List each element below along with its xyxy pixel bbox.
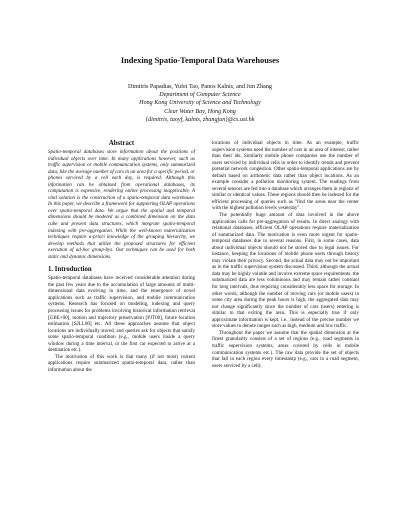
- right-column: [212, 140, 359, 369]
- author-names: Dimitris Papadias, Yufei Tao, Panos Kalnis, and Jun Zhang: [128, 84, 272, 90]
- right-paragraph-2: The potentially huge amount of data involved in the above applications calls for pre-aggregation of results. In direct analogy with relational databases, efficient OLAP operations require materialization of summarized data. The motivation is even more urgent for spatio-temporal databases due to several reasons. First, in some cases, data about individual objects should not be stored due to legal issues. For instance, keeping the locations of mobile phone users through history may violate their privacy. Second, the actual data may not be important as in the traffic supervision system discussed. Third, although the actual data may be highly volatile and involve extreme space requirements, the summarized data are less voluminous and may remain rather constant for long intervals, thus requiring considerably less space for storage. In other words, although the number of moving cars (or mobile users) in some city area during the peak hours is high, the aggregated data may not change significantly since the number of cars (users) entering is similar to that exiting the area. This is especially true if only approximate information is kept, i.e., instead of the precise number we store values to denote ranges such as high, medium and low traffic.: [212, 212, 359, 330]
- intro-paragraph-2: The motivation of this work is that many (if not most) current applications require summarized spatio-temporal data, rather than information about the: [48, 353, 195, 373]
- address: Clear Water Bay, Hong Kong: [164, 108, 236, 115]
- department: Department of Computer Science: [159, 92, 241, 99]
- abstract-text: Spatio-temporal databases store information about the positions of individual objects over time. In many applications however, such as traffic supervision or mobile communication systems, only summarized data, like the average number of cars in an area for a specific period, or phones serviced by a cell each day, is required. Although this information can be obtained from operational databases, its computation is expensive, rendering online processing inapplicable. A vital solution is the construction of a spatio-temporal data warehouse. In this paper, we describe a framework for supporting OLAP operations over spatio-temporal data. We argue that the spatial and temporal dimensions should be modeled as a combined dimension on the data cube and present data structures, which integrate spatio-temporal indexing with pre-aggregation. While the well-known materialization techniques require a-priori knowledge of the grouping hierarchy, we develop methods that utilize the proposed structures for efficient execution of ad-hoc group-bys. Our techniques can be used for both static and dynamic dimensions.: [48, 149, 195, 260]
- paper-title: Indexing Spatio-Temporal Data Warehouses: [120, 56, 280, 65]
- email-list: {dimitris, taoyf, kalnis, zhangjun}@cs.ust.hk: [145, 116, 255, 123]
- introduction-heading: 1. Introduction: [48, 266, 92, 274]
- author-block: [20, 83, 380, 124]
- left-column: [48, 140, 195, 374]
- intro-paragraph-1: Spatio-temporal databases have received considerable attention during the past few years due to the accumulation of large amounts of multi-dimensional data evolving in time, and the emergence of novel applications such as traffic supervision, and mobile communication systems. Research has focused on modeling, indexing and query processing issues for problems involving historical information retrieval [GBE+00], motion and trajectory preservation [PJT00], future location estimation [SJLL00] etc. All these approaches assume that object locations are individually stored, and queries ask for objects that satisfy some spatio-temporal condition (e.g., mobile users inside a query window during a time interval, or the first car expected to arrive at a destination etc.).: [48, 275, 195, 354]
- university: Hong Kong University of Science and Technology: [139, 100, 261, 107]
- right-paragraph-3: Throughout the paper we assume that the spatial dimension at the finest granularity consists of a set of regions (e.g., road segments in traffic supervision systems, areas covered by cells in mobile communication systems etc.). The raw data provide the set of objects that fall in each region every timestamp (e.g., cars in a road segment, users serviced by a cell).: [212, 329, 359, 369]
- abstract-heading: Abstract: [108, 140, 135, 147]
- right-paragraph-1: locations of individual objects in time. As an example, traffic supervision systems need the number of cars in an area of interest, rather than their ids. Similarly mobile phone companies use the number of users serviced by individual cells in order to identify trends and prevent potential network congestion. Other spatio-temporal applications are by default based on arithmetic data rather than object locations. As an example consider a pollution monitoring system. The readings from several sensors are fed into a database which arranges them in regions of similar or identical values. These regions should then be indexed for the efficient processing of queries such as "find the areas near the center with the highest pollution levels yesterday".: [212, 140, 360, 212]
